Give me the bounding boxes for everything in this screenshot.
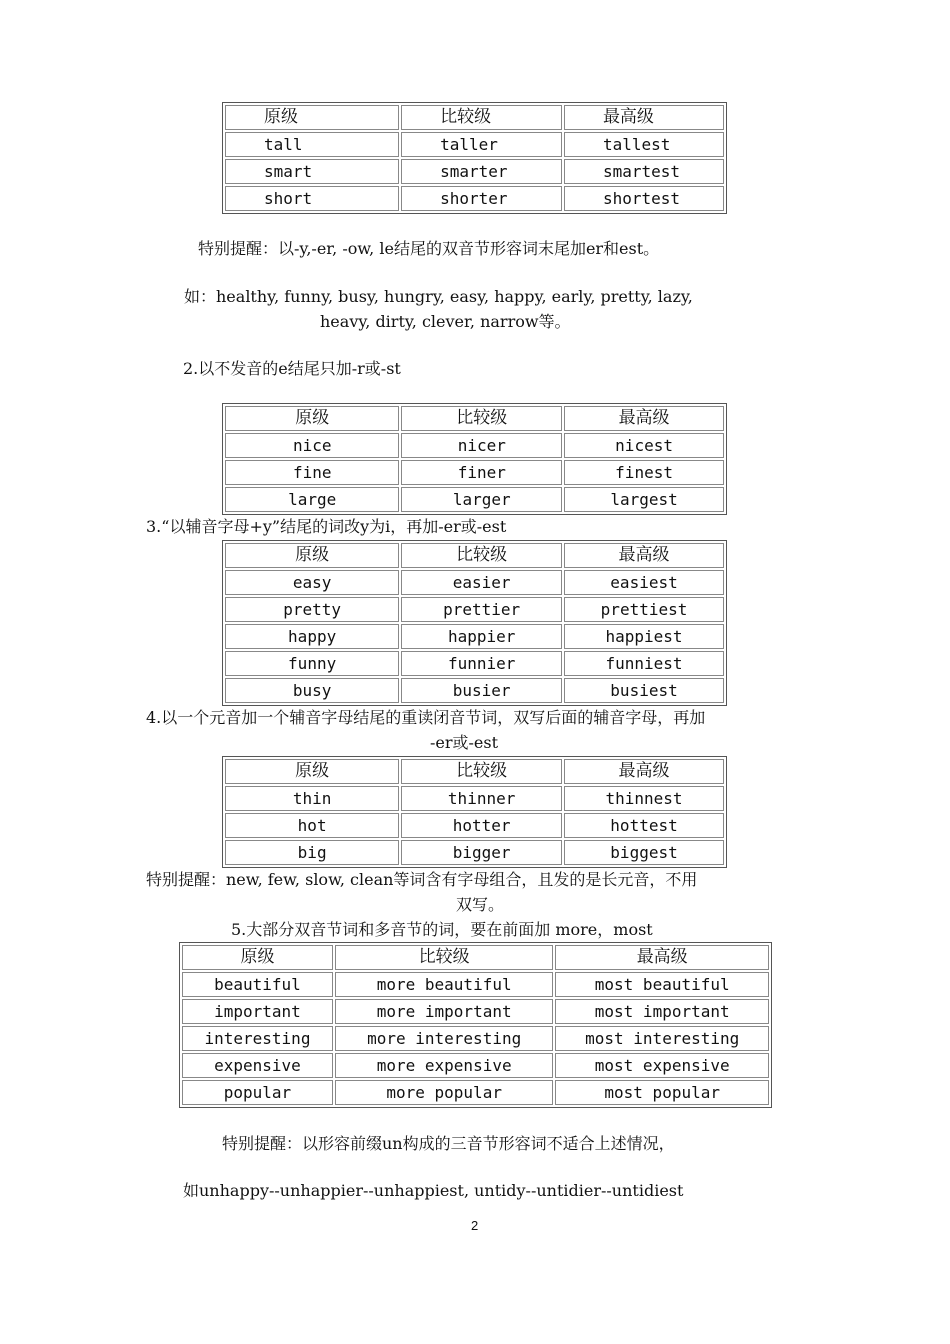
table-row <box>225 132 724 157</box>
header-cell: 原级 <box>225 105 399 130</box>
table-cell: nice <box>225 433 399 458</box>
table-cell: funnier <box>401 651 562 676</box>
header-cell: 最高级 <box>564 105 724 130</box>
header-cell: 比较级 <box>335 945 553 970</box>
table-row <box>182 999 769 1024</box>
table-cell: smart <box>225 159 399 184</box>
header-cell: 比较级 <box>401 543 562 568</box>
header-cell: 最高级 <box>564 759 724 784</box>
table-header-row <box>225 759 724 784</box>
table-row <box>182 1053 769 1078</box>
table-cell: taller <box>401 132 562 157</box>
table-cell: important <box>182 999 333 1024</box>
table-cell: pretty <box>225 597 399 622</box>
table-cell: shorter <box>401 186 562 211</box>
header-cell: 原级 <box>182 945 333 970</box>
header-cell: 原级 <box>225 759 399 784</box>
table-row <box>225 159 724 184</box>
table-header-row <box>225 406 724 431</box>
header-cell: 最高级 <box>564 543 724 568</box>
table-cell: finer <box>401 460 562 485</box>
table-cell: short <box>225 186 399 211</box>
table-row <box>225 813 724 838</box>
table-row <box>182 1026 769 1051</box>
table-cell: thin <box>225 786 399 811</box>
table-cell: more important <box>335 999 553 1024</box>
table-cell: prettiest <box>564 597 724 622</box>
comparison-table-2 <box>222 403 727 515</box>
table-cell: more beautiful <box>335 972 553 997</box>
table-cell: busiest <box>564 678 724 703</box>
table-cell: nicest <box>564 433 724 458</box>
table-row <box>225 186 724 211</box>
table-cell: hotter <box>401 813 562 838</box>
header-cell: 原级 <box>225 406 399 431</box>
table-cell: shortest <box>564 186 724 211</box>
table-cell: thinner <box>401 786 562 811</box>
table-cell: smarter <box>401 159 562 184</box>
table-row <box>182 972 769 997</box>
table-cell: interesting <box>182 1026 333 1051</box>
header-cell: 比较级 <box>401 406 562 431</box>
table-cell: busier <box>401 678 562 703</box>
un-prefix-example: 如unhappy--unhappier--unhappiest, untidy--untidier--untidiest <box>183 1181 684 1200</box>
table-row <box>225 597 724 622</box>
table-cell: big <box>225 840 399 865</box>
rule-4-heading-line-1: 4.以一个元音加一个辅音字母结尾的重读闭音节词，双写后面的辅音字母，再加 <box>146 708 706 727</box>
table-cell: smartest <box>564 159 724 184</box>
table-cell: bigger <box>401 840 562 865</box>
table-row <box>225 487 724 512</box>
table-cell: easiest <box>564 570 724 595</box>
table-cell: most popular <box>555 1080 769 1105</box>
table-row <box>225 840 724 865</box>
table-row <box>225 678 724 703</box>
table-cell: beautiful <box>182 972 333 997</box>
comparison-table-5 <box>179 942 772 1108</box>
table-cell: most interesting <box>555 1026 769 1051</box>
reminder-note-2-line-1: 特别提醒：new, few, slow, clean等词含有字母组合，且发的是长元音，不用 <box>146 870 698 889</box>
examples-line-2: heavy, dirty, clever, narrow等。 <box>320 312 571 331</box>
header-cell: 比较级 <box>401 759 562 784</box>
table-header-row <box>182 945 769 970</box>
table-cell: funniest <box>564 651 724 676</box>
table-row <box>225 786 724 811</box>
rule-5-heading: 5.大部分双音节词和多音节的词，要在前面加 more，most <box>231 920 653 939</box>
table-cell: largest <box>564 487 724 512</box>
table-row <box>182 1080 769 1105</box>
header-cell: 最高级 <box>564 406 724 431</box>
table-cell: happy <box>225 624 399 649</box>
table-row <box>225 460 724 485</box>
table-header-row <box>225 543 724 568</box>
reminder-note-1: 特别提醒：以-y,-er, -ow, le结尾的双音节形容词末尾加er和est。 <box>198 239 660 258</box>
table-cell: more interesting <box>335 1026 553 1051</box>
table-cell: easy <box>225 570 399 595</box>
reminder-note-3: 特别提醒：以形容前缀un构成的三音节形容词不适合上述情况， <box>222 1134 675 1153</box>
header-cell: 最高级 <box>555 945 769 970</box>
examples-line-1: 如：healthy, funny, busy, hungry, easy, happy, early, pretty, lazy, <box>184 287 693 306</box>
rule-2-heading: 2.以不发音的e结尾只加-r或-st <box>183 359 401 378</box>
table-cell: tallest <box>564 132 724 157</box>
table-cell: funny <box>225 651 399 676</box>
table-cell: biggest <box>564 840 724 865</box>
table-cell: busy <box>225 678 399 703</box>
table-cell: hot <box>225 813 399 838</box>
table-cell: large <box>225 487 399 512</box>
table-cell: hottest <box>564 813 724 838</box>
table-cell: most beautiful <box>555 972 769 997</box>
table-cell: tall <box>225 132 399 157</box>
rule-3-heading: 3.“以辅音字母+y”结尾的词改y为i，再加-er或-est <box>146 517 507 536</box>
page-number: 2 <box>471 1218 479 1233</box>
table-row <box>225 433 724 458</box>
comparison-table-4 <box>222 756 727 868</box>
table-header-row <box>225 105 724 130</box>
table-row <box>225 570 724 595</box>
table-cell: most expensive <box>555 1053 769 1078</box>
table-cell: happiest <box>564 624 724 649</box>
header-cell: 比较级 <box>401 105 562 130</box>
table-cell: easier <box>401 570 562 595</box>
table-cell: fine <box>225 460 399 485</box>
table-row <box>225 651 724 676</box>
table-cell: thinnest <box>564 786 724 811</box>
table-cell: expensive <box>182 1053 333 1078</box>
table-cell: popular <box>182 1080 333 1105</box>
rule-4-heading-line-2: -er或-est <box>430 733 499 752</box>
table-cell: most important <box>555 999 769 1024</box>
table-cell: more expensive <box>335 1053 553 1078</box>
table-cell: prettier <box>401 597 562 622</box>
table-cell: more popular <box>335 1080 553 1105</box>
table-cell: finest <box>564 460 724 485</box>
table-cell: larger <box>401 487 562 512</box>
comparison-table-1 <box>222 102 727 214</box>
table-cell: nicer <box>401 433 562 458</box>
table-row <box>225 624 724 649</box>
comparison-table-3 <box>222 540 727 706</box>
reminder-note-2-line-2: 双写。 <box>456 895 505 914</box>
table-cell: happier <box>401 624 562 649</box>
header-cell: 原级 <box>225 543 399 568</box>
